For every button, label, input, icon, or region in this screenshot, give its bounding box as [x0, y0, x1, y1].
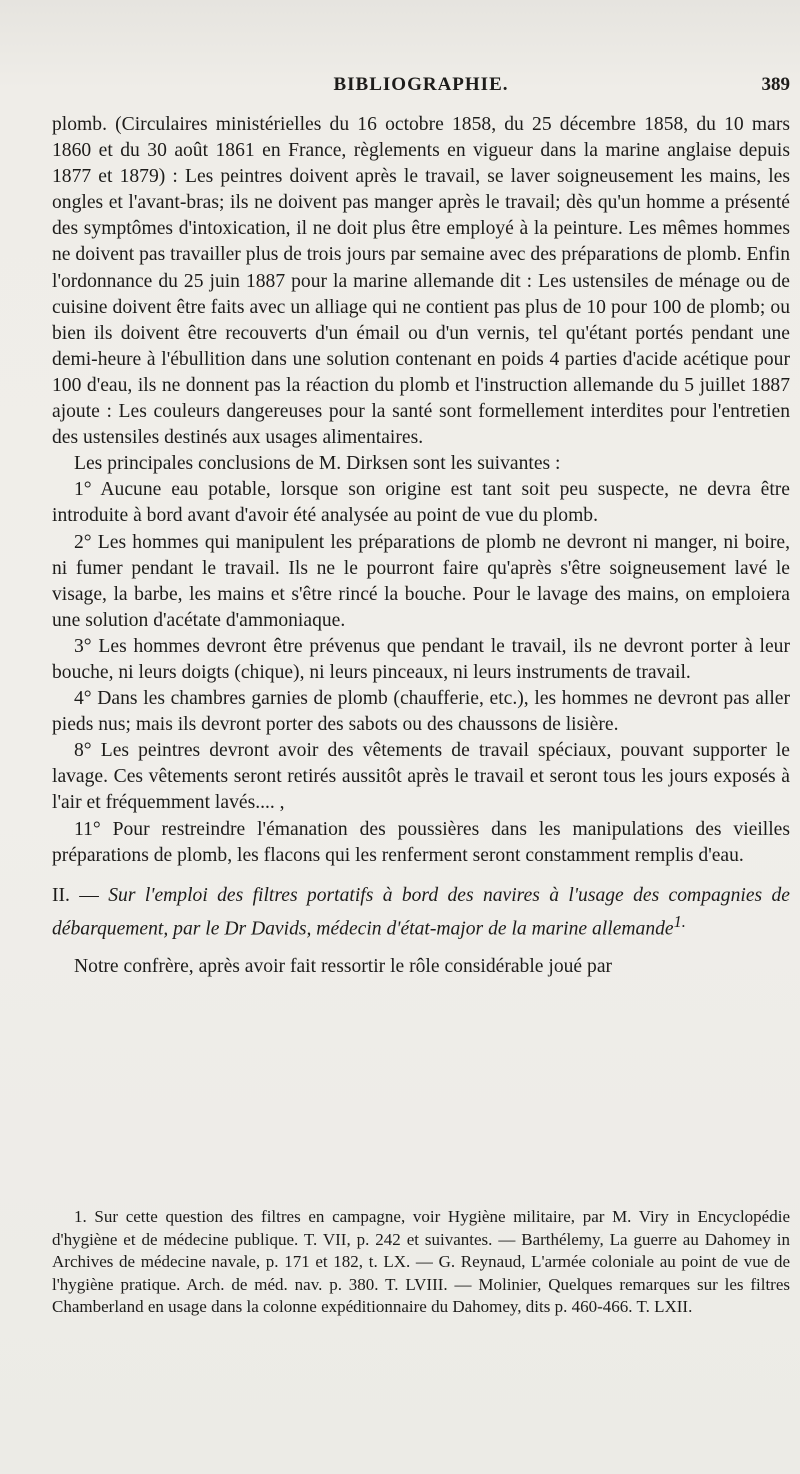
- list-item: 11° Pour restreindre l'émanation des poussières dans les manipulations des vieilles préparations de plomb, les flacons qui les renferment seront constamment remplis d'eau.: [52, 818, 790, 866]
- paragraph: Notre confrère, après avoir fait ressortir le rôle considérable joué par: [74, 956, 613, 978]
- list-item: 4° Dans les chambres garnies de plomb (chaufferie, etc.), les hommes ne devront pas aller pieds nus; mais ils devront porter des sabots ou des chaussons de lisière.: [52, 688, 790, 736]
- list-item: 8° Les peintres devront avoir des vêtements de travail spéciaux, pouvant supporter le lavage. Ces vêtements seront retirés aussitôt après le travail et seront tous les jours exposés à l'air et fréquemment lavés.... ,: [52, 740, 790, 814]
- footnotes: [52, 1206, 790, 1319]
- section-heading: [52, 883, 790, 943]
- list-item: 3° Les hommes devront être prévenus que pendant le travail, ils ne devront porter à leur bouche, ni leurs doigts (chique), ni leurs pinceaux, ni leurs instruments de travail.: [52, 635, 790, 683]
- paragraph: Les principales conclusions de M. Dirksen sont les suivantes :: [74, 453, 561, 475]
- list-item: 2° Les hommes qui manipulent les préparations de plomb ne devront ni manger, ni boire, ni fumer pendant le travail. Ils ne le pourront faire qu'après s'être soigneusement lavé le visage, la barbe, les mains et s'être rincé la bouche. Pour le lavage des mains, on emploiera une solution d'acétate d'ammoniaque.: [52, 531, 790, 631]
- header-title: BIBLIOGRAPHIE.: [333, 74, 509, 95]
- section-number: II. —: [52, 884, 99, 906]
- main-text: [52, 112, 790, 981]
- page-number: 389: [761, 74, 790, 95]
- footnote-mark: 1.: [673, 911, 686, 931]
- running-header: [52, 74, 790, 104]
- footnote: 1. Sur cette question des filtres en campagne, voir Hygiène militaire, par M. Viry in Encyclopédie d'hygiène et de médecine publique. T. VII, p. 242 et suivantes. — Barthélemy, La guerre au Dahomey in Archives de médecine navale, p. 171 et 182, t. LX. — G. Reynaud, L'armée coloniale au point de vue de l'hygiène pratique. Arch. de méd. nav. p. 380. T. LVIII. — Molinier, Quelques remarques sur les filtres Chamberland en usage dans la colonne expéditionnaire du Dahomey, dits p. 460-466. T. LXII.: [52, 1207, 790, 1316]
- list-item: 1° Aucune eau potable, lorsque son origine est tant soit peu suspecte, ne devra être introduite à bord avant d'avoir été analysée au point de vue du plomb.: [52, 479, 790, 527]
- section-title: Sur l'emploi des filtres portatifs à bord des navires à l'usage des compagnies de débarquement, par le Dr Davids, médecin d'état-major de la marine allemande: [52, 884, 790, 940]
- paragraph: plomb. (Circulaires ministérielles du 16 octobre 1858, du 25 décembre 1858, du 10 mars 1860 et du 30 août 1861 en France, règlements en vigueur dans la marine anglaise depuis 1877 et 1879) : Les peintres doivent après le travail, se laver soigneusement les mains, les ongles et l'avant-bras; ils ne doivent pas manger après le travail; dès qu'un homme a présenté des symptômes d'intoxication, il ne doit plus être employé à la peinture. Les mêmes hommes ne doivent pas travailler plus de trois jours par semaine avec des préparations de plomb. Enfin l'ordonnance du 25 juin 1887 pour la marine allemande dit : Les ustensiles de ménage ou de cuisine doivent être faits avec un alliage qui ne contient pas plus de 10 pour 100 de plomb; ou bien ils doivent être recouverts d'un émail ou d'un vernis, tel qu'étant portés pendant une demi-heure à l'ébullition dans une solution contenant en poids 4 parties d'acide acétique pour 100 d'eau, ils ne donnent pas la réaction du plomb et l'instruction allemande du 5 juillet 1887 ajoute : Les couleurs dangereuses pour la santé sont formellement interdites pour l'entretien des ustensiles destinés aux usages alimentaires.: [52, 114, 790, 449]
